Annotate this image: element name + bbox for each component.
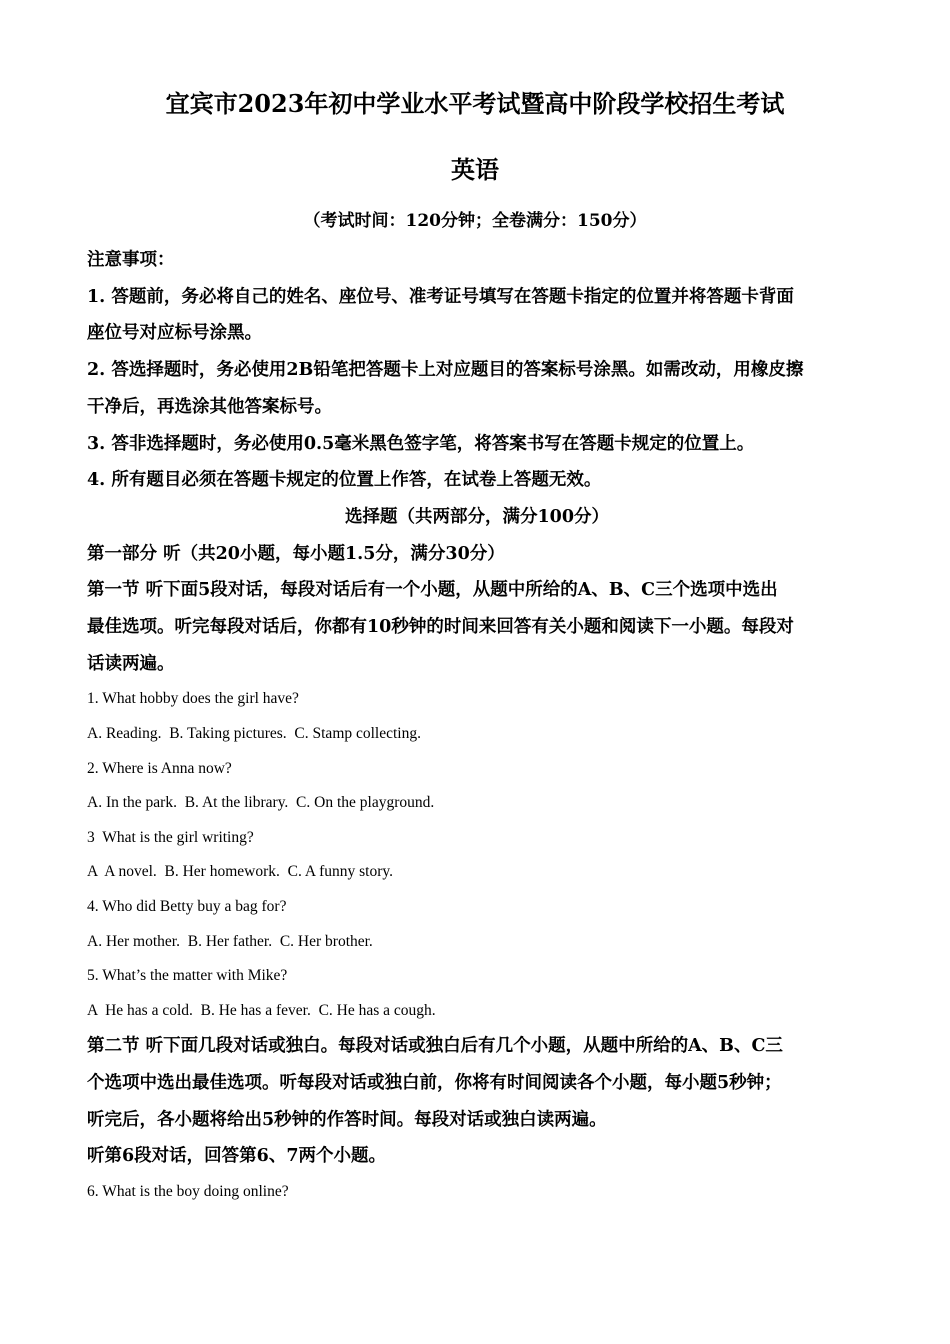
question-options: A He has a cold. B. He has a fever. C. He has a cough. [87, 1001, 436, 1019]
sub-section-instruction: 话读两遍。 [87, 653, 175, 674]
question-stem: 6. What is the boy doing online? [87, 1183, 289, 1201]
note-line: 1. 答题前，务必将自己的姓名、座位号、准考证号填写在答题卡指定的位置并将答题卡背面 [87, 286, 794, 307]
subject-title: 英语 [451, 155, 499, 184]
question-options: A. In the park. B. At the library. C. On the playground. [87, 794, 435, 812]
question-stem: 2. Where is Anna now? [87, 759, 232, 777]
section-heading: 选择题（共两部分，满分100分） [344, 506, 610, 527]
sub-section-instruction: 最佳选项。听完每段对话后，你都有10秒钟的时间来回答有关小题和阅读下一小题。每段对 [87, 617, 794, 638]
sub-section-instruction: 听完后，各小题将给出5秒钟的作答时间。每段对话或独白读两遍。 [87, 1109, 607, 1130]
dialogue-instruction: 听第6段对话，回答第6、7两个小题。 [87, 1146, 387, 1167]
note-line: 3. 答非选择题时，务必使用0.5毫米黑色签字笔，将答案书写在答题卡规定的位置上。 [87, 433, 755, 454]
question-stem: 4. Who did Betty buy a bag for? [87, 898, 287, 915]
sub-section-instruction: 第二节 听下面几段对话或独白。每段对话或独白后有几个小题，从题中所给的A、B、C三 [87, 1036, 783, 1057]
sub-section-instruction: 第一节 听下面5段对话，每段对话后有一个小题，从题中所给的A、B、C三个选项中选出 [87, 580, 778, 601]
question-options: A. Her mother. B. Her father. C. Her brother. [87, 932, 373, 950]
exam-info: （考试时间：120分钟；全卷满分：150分） [303, 211, 647, 231]
part-heading: 第一部分 听（共20小题，每小题1.5分，满分30分） [87, 543, 505, 564]
note-line: 4. 所有题目必须在答题卡规定的位置上作答，在试卷上答题无效。 [87, 470, 602, 491]
question-options: A. Reading. B. Taking pictures. C. Stamp collecting. [87, 725, 421, 743]
notes-heading: 注意事项： [87, 250, 175, 270]
note-line: 干净后，再选涂其他答案标号。 [87, 396, 332, 417]
exam-title: 宜宾市2023年初中学业水平考试暨高中阶段学校招生考试 [165, 89, 785, 118]
note-line: 座位号对应标号涂黑。 [87, 323, 262, 344]
question-options: A A novel. B. Her homework. C. A funny story. [87, 863, 393, 881]
question-stem: 1. What hobby does the girl have? [87, 690, 299, 708]
question-stem: 5. What’s the matter with Mike? [87, 967, 288, 985]
note-line: 2. 答选择题时，务必使用2B铅笔把答题卡上对应题目的答案标号涂黑。如需改动，用橡皮擦 [87, 360, 804, 381]
exam-body [87, 242, 867, 1210]
sub-section-instruction: 个选项中选出最佳选项。听每段对话或独白前，你将有时间阅读各个小题，每小题5秒钟； [87, 1073, 782, 1094]
question-stem: 3 What is the girl writing? [87, 828, 254, 846]
